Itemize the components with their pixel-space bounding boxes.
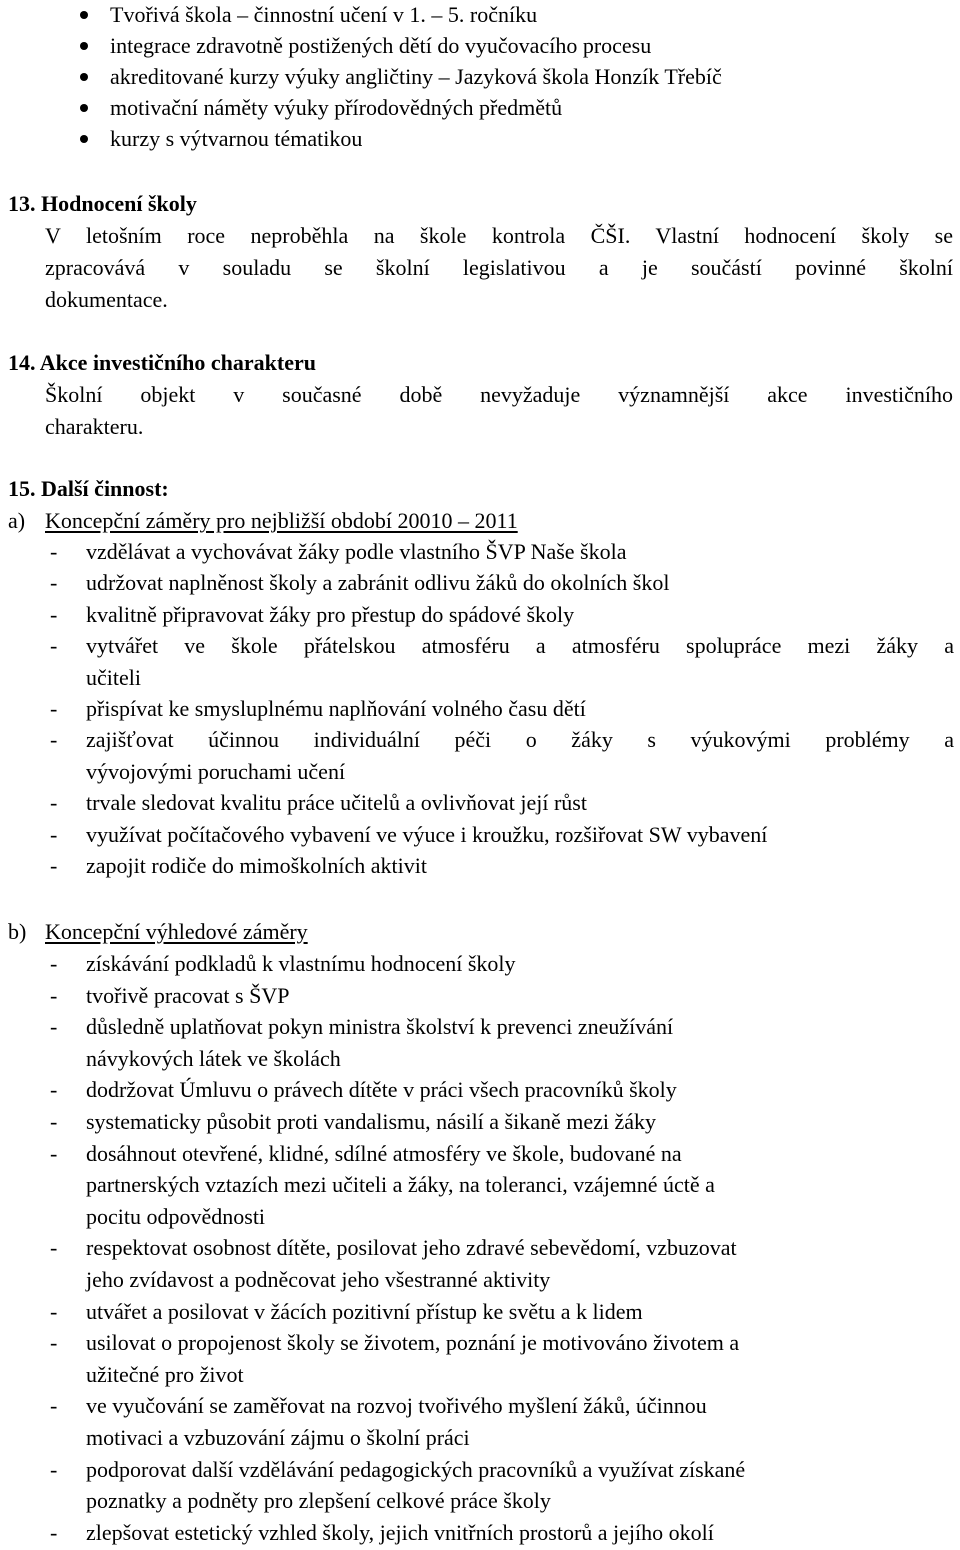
section-14-text: Školní objekt v současné době nevyžaduje významnější akce investičního [45,382,953,407]
section-14-text: charakteru. [45,414,144,439]
subsection-b-list-item: ve vyučování se zaměřovat na rozvoj tvořivého myšlení žáků, účinnou [86,1393,707,1419]
list-dash: - [50,633,58,659]
list-dash: - [50,1140,58,1166]
subsection-b-list-item: systematicky působit proti vandalismu, násilí a šikaně mezi žáky [86,1109,657,1134]
list-dash: - [50,539,58,564]
list-dash: - [50,821,58,847]
subsection-a-list-item: zajišťovat účinnou individuální péči o žáky s výukovými problémy a [86,727,954,753]
subsection-b-list-item: dosáhnout otevřené, klidné, sdílné atmosféry ve škole, budované na [86,1140,682,1166]
section-13-text: dokumentace. [45,287,168,312]
subsection-b-list-item: získávání podkladů k vlastnímu hodnocení školy [86,951,516,976]
subsection-b-list-item: pocitu odpovědnosti [86,1203,266,1229]
bullet-icon [80,73,88,81]
subsection-a-list-item: využívat počítačového vybavení ve výuce i kroužku, rozšiřovat SW vybavení [86,821,768,847]
subsection-a-list-item: učiteli [86,664,141,690]
bullet-item: kurzy s výtvarnou tématikou [110,126,363,151]
subsection-a-list-item: vytvářet ve škole přátelskou atmosféru a atmosféru spolupráce mezi žáky a [86,633,954,659]
subsection-b-list-item: motivaci a vzbuzování zájmu o školní práci [86,1425,470,1450]
subsection-a-list-item: vzdělávat a vychovávat žáky podle vlastního ŠVP Naše škola [86,539,627,564]
subsection-a-list-item: trvale sledovat kvalitu práce učitelů a ovlivňovat její růst [86,790,587,816]
subsection-b-list-item: utvářet a posilovat v žácích pozitivní přístup ke světu a k lidem [86,1298,643,1324]
subsection-b-list-item: návykových látek ve školách [86,1045,341,1071]
subsection-b-list-item: usilovat o propojenost školy se životem, poznání je motivováno životem a [86,1330,740,1356]
subsection-b-list-item: zlepšovat estetický vzhled školy, jejich vnitřních prostorů a jejího okolí [86,1519,714,1545]
section-13-text: zpracovává v souladu se školní legislativou a je součástí povinné školní [45,255,953,280]
list-dash: - [50,1077,58,1103]
section-14-heading: 14. Akce investičního charakteru [8,350,316,375]
bullet-icon [80,42,88,50]
section-13-text: V letošním roce neproběhla na škole kontrola ČŠI. Vlastní hodnocení školy se [45,223,953,248]
bullet-item: motivační náměty výuky přírodovědných předmětů [110,95,563,120]
subsection-a-list-item: udržovat naplněnost školy a zabránit odlivu žáků do okolních škol [86,570,670,596]
bullet-icon [80,11,88,19]
list-dash: - [50,1109,58,1134]
subsection-b-list-item: jeho zvídavost a podněcovat jeho všestranné aktivity [86,1267,551,1292]
list-dash: - [50,1298,58,1324]
subsection-b-list-item: respektovat osobnost dítěte, posilovat jeho zdravé sebevědomí, vzbuzovat [86,1235,737,1261]
subsection-b-list-item: podporovat další vzdělávání pedagogických pracovníků a využívat získané [86,1456,746,1482]
section-13-heading: 13. Hodnocení školy [8,191,197,216]
list-dash: - [50,1519,58,1545]
list-dash: - [50,853,58,878]
list-dash: - [50,696,58,721]
subsection-a-list-item: vývojovými poruchami učení [86,758,346,784]
subsection-a-list-item: zapojit rodiče do mimoškolních aktivit [86,853,427,878]
list-dash: - [50,1393,58,1419]
subsection-a-title: Koncepční záměry pro nejbližší období 20010 – 2011 [45,508,518,533]
bullet-icon [80,135,88,143]
list-dash: - [50,601,58,627]
list-dash: - [50,570,58,596]
subsection-b-marker: b) [8,919,27,944]
list-dash: - [50,951,58,976]
list-dash: - [50,790,58,816]
subsection-b-list-item: užitečné pro život [86,1361,244,1387]
bullet-item: akreditované kurzy výuky angličtiny – Jazyková škola Honzík Třebíč [110,64,722,89]
list-dash: - [50,1456,58,1482]
list-dash: - [50,1330,58,1356]
bullet-item: Tvořivá škola – činnostní učení v 1. – 5. ročníku [110,2,538,27]
list-dash: - [50,727,58,753]
subsection-a-list-item: kvalitně připravovat žáky pro přestup do spádové školy [86,601,575,627]
subsection-b-list-item: poznatky a podněty pro zlepšení celkové práce školy [86,1488,551,1514]
subsection-b-list-item: dodržovat Úmluvu o právech dítěte v práci všech pracovníků školy [86,1077,677,1103]
subsection-b-list-item: důsledně uplatňovat pokyn ministra školství k prevenci zneužívání [86,1014,674,1040]
list-dash: - [50,1014,58,1040]
subsection-b-title: Koncepční výhledové záměry [45,919,308,944]
subsection-a-marker: a) [8,508,26,533]
list-dash: - [50,1235,58,1261]
subsection-b-list-item: partnerských vztazích mezi učiteli a žáky, na toleranci, vzájemné úctě a [86,1172,715,1198]
list-dash: - [50,982,58,1008]
bullet-icon [80,104,88,112]
subsection-a-list-item: přispívat ke smysluplnému naplňování volného času dětí [86,696,586,721]
subsection-b-list-item: tvořivě pracovat s ŠVP [86,982,290,1008]
bullet-item: integrace zdravotně postižených dětí do vyučovacího procesu [110,33,652,58]
section-15-heading: 15. Další činnost: [8,476,169,501]
